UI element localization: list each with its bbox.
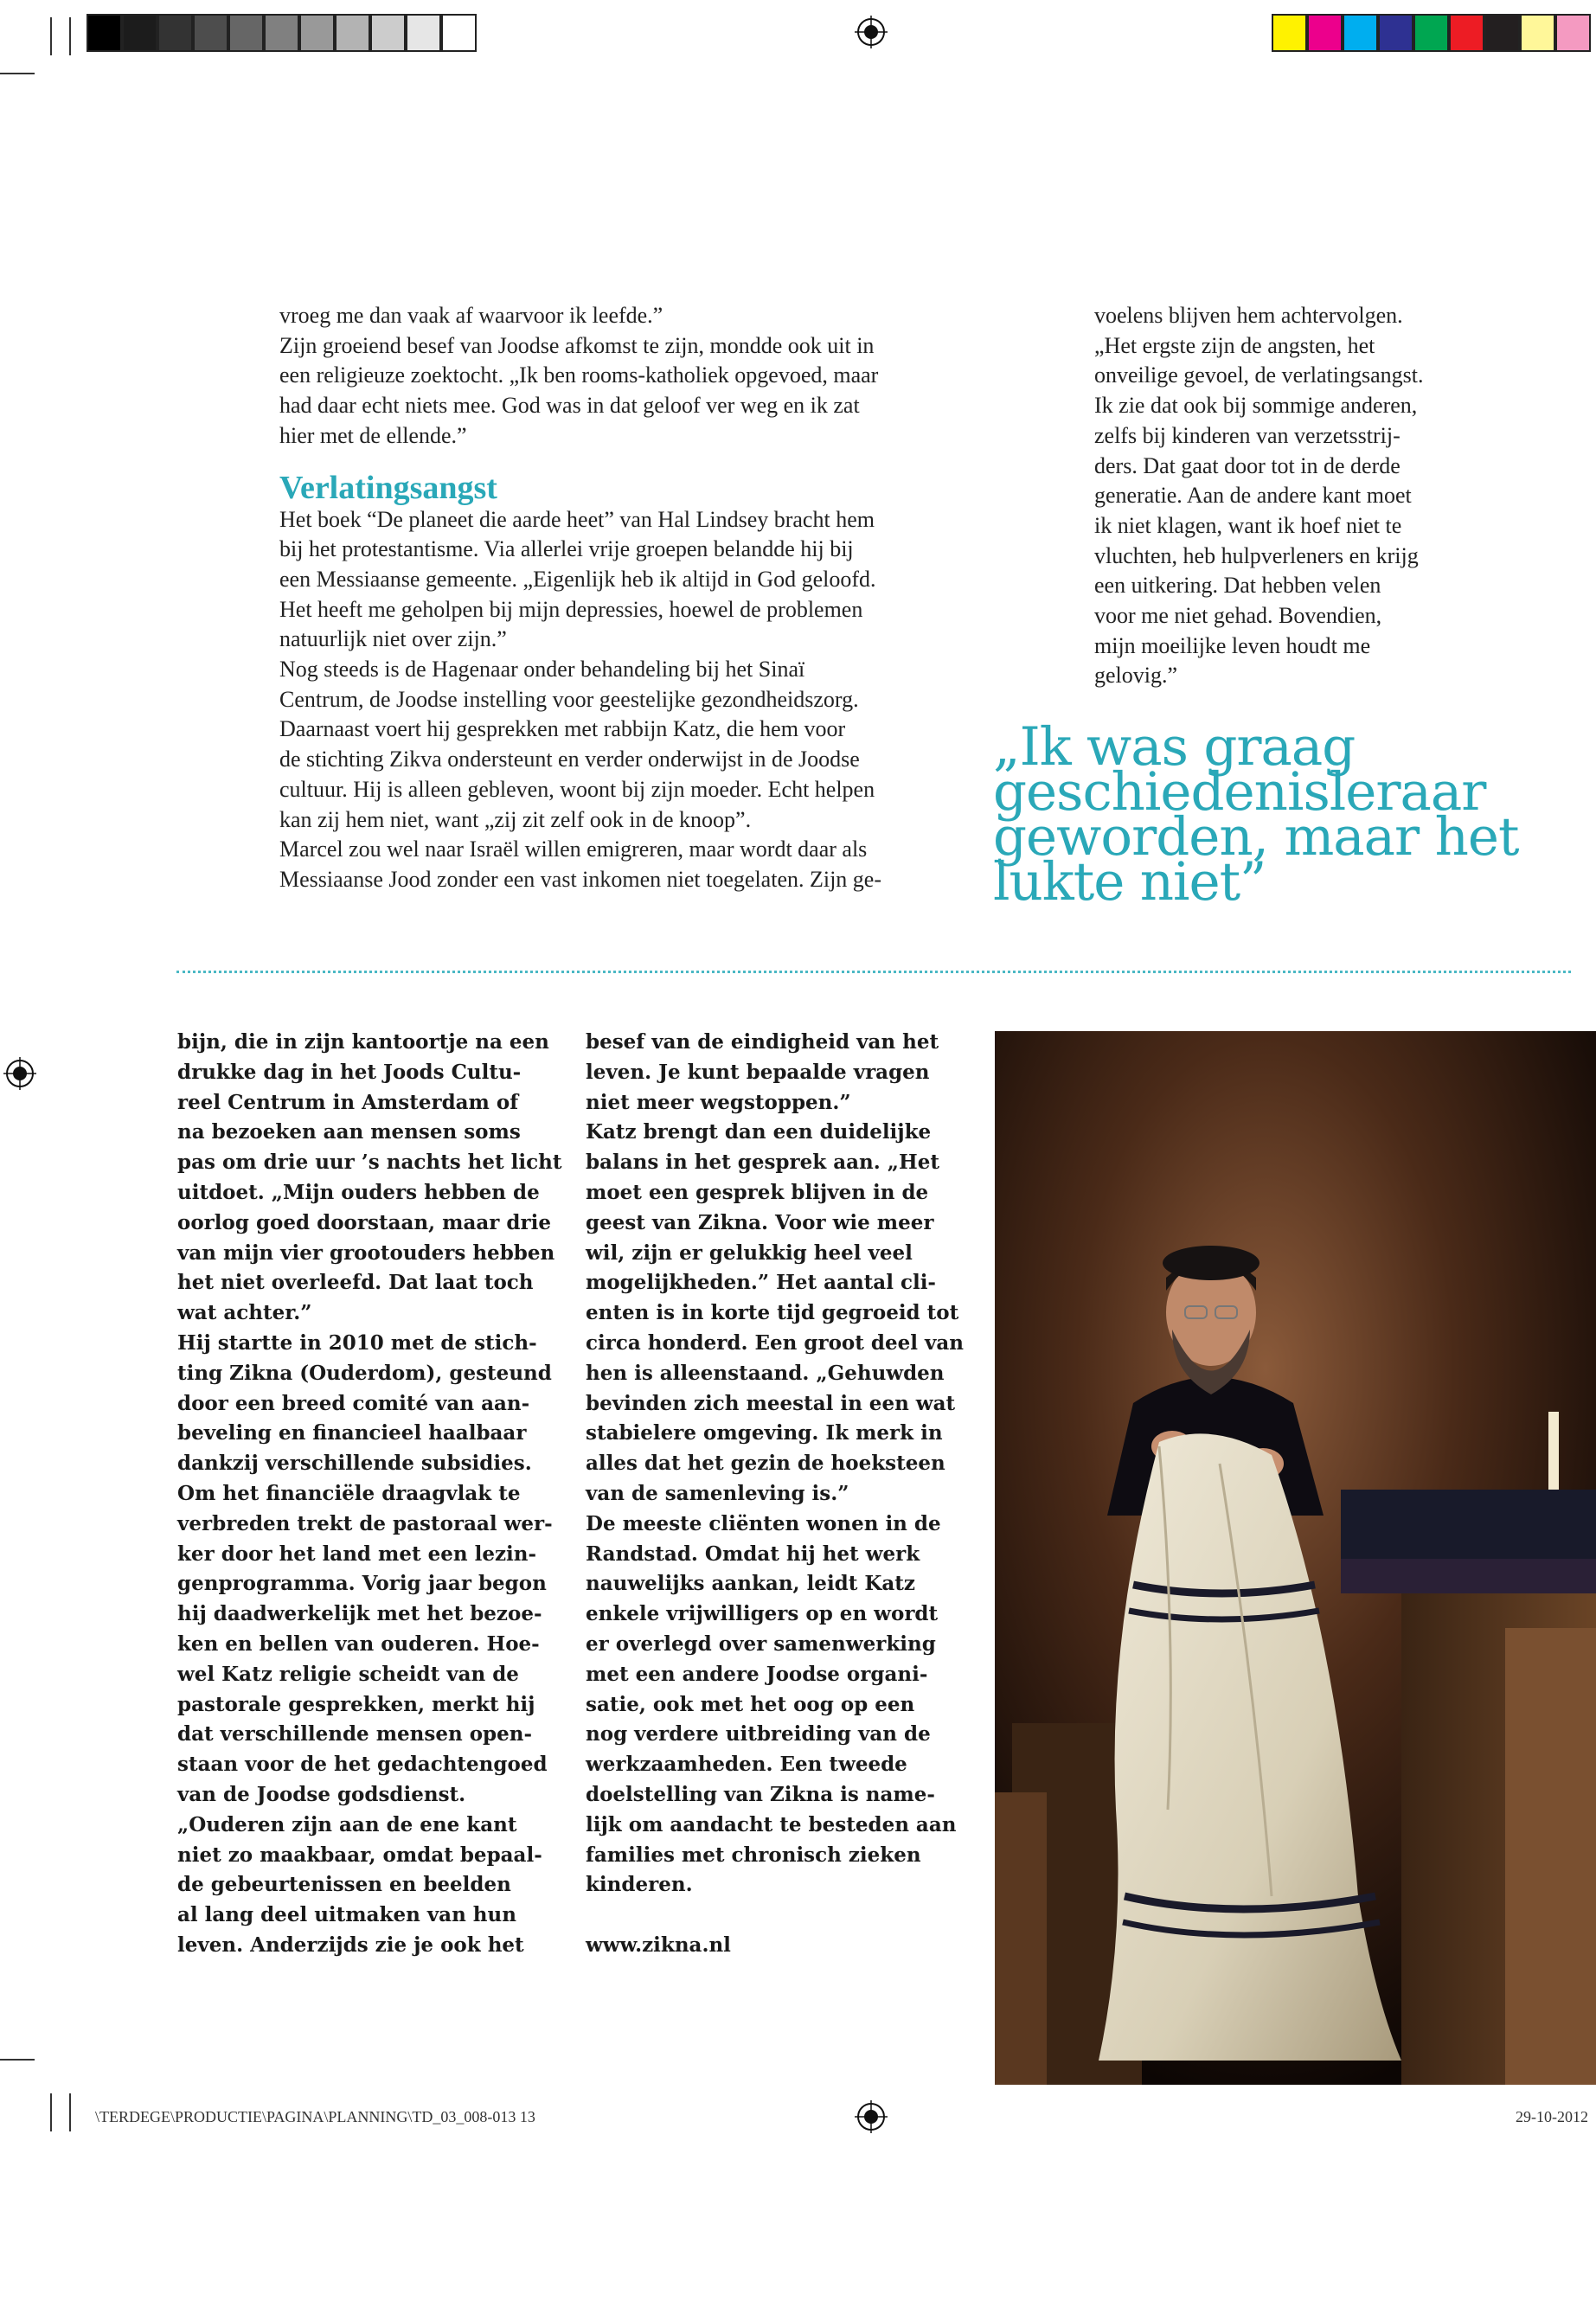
lower-column-1 (177, 1028, 567, 1961)
footer-file-slug: \TERDEGE\PRODUCTIE\PAGINA\PLANNING\TD_03_008-013 13 (95, 2108, 535, 2125)
color-swatch (157, 14, 193, 52)
color-swatch (1307, 14, 1343, 52)
color-swatch (406, 14, 441, 52)
upper-body-text: Het boek “De planeet die aarde heet” van Hal Lindsey bracht hem bij het protestantisme. Via allerlei vrije groepen belandde hij bij een Messiaanse gemeente. „Eigenlijk heb ik altijd in God geloofd. Het heeft me geholpen bij mijn depressies, hoewel de problemen natuurlijk niet over zijn.” Nog steeds is de Hagenaar onder behandeling bij het Sinaï Centrum, de Joodse instelling voor geestelijke gezondheidszorg. Daarnaast voert hij gesprekken met rabbijn Katz, die hem voor de stichting Zikva ondersteunt en verder onderwijst in de Joodse cultuur. Hij is alleen gebleven, woont bij zijn moeder. Echt helpen kan zij hem niet, want „zij zit zelf ook in de knoop”. Marcel zou wel naar Israël willen emigreren, maar wordt daar als Messiaanse Jood zonder een vast inkomen niet toegelaten. Zijn ge- (279, 506, 882, 892)
color-swatch (370, 14, 406, 52)
color-swatch (1343, 14, 1378, 52)
color-swatch (1378, 14, 1413, 52)
upper-intro-text: vroeg me dan vaak af waarvoor ik leefde.” Zijn groeiend besef van Joodse afkomst te zijn, mondde ook uit in een religieuze zoektocht. „Ik ben rooms-katholiek opgevoed, maar had daar echt niets mee. God was in dat geloof ver weg en ik zat hier met de ellende.” (279, 303, 879, 448)
color-swatch (193, 14, 228, 52)
upper-column-right (1094, 301, 1527, 691)
color-swatch (299, 14, 335, 52)
photo-illustration (995, 1031, 1596, 2085)
color-swatch (1413, 14, 1449, 52)
upper-column-left (279, 301, 963, 895)
lower-col2-text: besef van de eindigheid van het leven. Je kunt bepaalde vragen niet meer wegstoppen.” Katz brengt dan een duidelijke balans in het gesprek aan. „Het moet een gesprek blijven in de geest van Zikna. Voor wie meer wil, zijn er gelukkig heel veel mogelijkheden.” Het aantal cli- enten is in korte tijd gegroeid tot circa honderd. Een groot deel van hen is alleenstaand. „Gehuwden bevinden zich meestal in een wat stabielere omgeving. Ik merk in alles dat het gezin de hoeksteen van de samenleving is.” De meeste cliënten wonen in de Randstad. Omdat hij het werk nauwelijks aankan, leidt Katz enkele vrijwilligers op en wordt er overlegd over samenwerking met een andere Joodse organi- satie, ook met het oog op een nog verdere uitbreiding van de werkzaamheden. Een tweede doelstelling van Zikna is name- lijk om aandacht te besteden aan families met chronisch zieken kinderen. (586, 1030, 964, 1897)
dotted-divider (176, 971, 1571, 973)
website-link[interactable]: www.zikna.nl (586, 1932, 731, 1957)
color-swatch (1484, 14, 1520, 52)
pull-quote: „Ik was graag geschiedenisleraar geworden, maar het lukte niet” (993, 716, 1519, 913)
color-swatch (441, 14, 477, 52)
color-swatch (228, 14, 264, 52)
upper-right-text: voelens blijven hem achtervolgen. „Het ergste zijn de angsten, het onveilige gevoel, de verlatingsangst. Ik zie dat ook bij sommige anderen, zelfs bij kinderen van verzetsstrij- ders. Dat gaat door tot in de derde generatie. Aan de andere kant moet ik niet klagen, want ik hoef niet te vluchten, heb hulpverleners en krijg een uitkering. Dat hebben velen voor me niet gehad. Bovendien, mijn moeilijke leven houdt me gelovig.” (1094, 303, 1424, 689)
rabbi-photo (995, 1031, 1596, 2085)
color-swatch (87, 14, 122, 52)
color-swatch (122, 14, 157, 52)
color-swatch (1449, 14, 1484, 52)
subheading: Verlatingsangst (279, 469, 497, 506)
registration-mark-left (3, 1057, 36, 1090)
color-swatch (1520, 14, 1555, 52)
color-swatch (1272, 14, 1307, 52)
color-swatch (1555, 14, 1591, 52)
color-swatch (264, 14, 299, 52)
registration-mark-bottom (855, 2100, 888, 2133)
color-swatch (335, 14, 370, 52)
footer-date: 29-10-2012 (1516, 2108, 1588, 2125)
lower-column-2 (586, 1028, 984, 1961)
lower-col1-text: bijn, die in zijn kantoortje na een drukke dag in het Joods Cultu- reel Centrum in Amsterdam of na bezoeken aan mensen soms pas om drie uur ’s nachts het licht uitdoet. „Mijn ouders hebben de oorlog goed doorstaan, maar drie van mijn vier grootouders hebben het niet overleefd. Dat laat toch wat achter.” Hij startte in 2010 met de stich- ting Zikna (Ouderdom), gesteund door een breed comité van aan- beveling en financieel haalbaar dankzij verschillende subsidies. Om het financiële draagvlak te verbreden trekt de pastoraal wer- ker door het land met een lezin- genprogramma. Vorig jaar begon hij daadwerkelijk met het bezoe- ken en bellen van ouderen. Hoe- wel Katz religie scheidt van de pastorale gesprekken, merkt hij dat verschillende mensen open- staan voor de het gedachtengoed van de Joodse godsdienst. „Ouderen zijn aan de ene kant niet zo maakbaar, omdat bepaal- de gebeurtenissen en beelden al lang deel uitmaken van hun leven. Anderzijds zie je ook het (177, 1030, 562, 1957)
registration-mark-top (855, 16, 888, 48)
